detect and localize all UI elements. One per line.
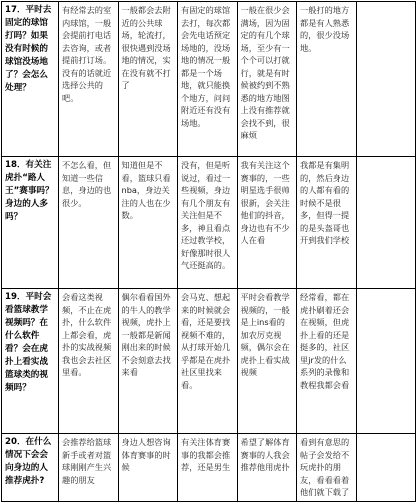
answer-cell: 有关注体育赛事的我都会推荐，还是男生: [178, 434, 238, 502]
answer-cell: 我有关注这个赛事的，一些明星选手很帅很新，会关注他们的抖音，身边也有不少人在看: [237, 157, 297, 289]
table-row: [2, 434, 416, 502]
survey-table: [1, 1, 416, 502]
question-cell: 20．在什么情况下会会向身边的人推荐虎扑?: [2, 434, 59, 502]
answer-cell: 希望了解体育赛事的人我会推荐他用虎扑: [237, 434, 297, 502]
question-cell: 17．平时去固定的球馆打吗？如果没有时候的球馆没场地了？会怎么处理？: [2, 2, 59, 157]
answer-cell: 偶尔看看国外的牛人的教学视频，虎扑上一般都是新闻刚出来的时候不会刻意去找来看: [118, 289, 178, 434]
answer-cell: 不怎么看，但知道一些信息，身边的也很少。: [59, 157, 119, 289]
question-cell: 19．平时会看篮球教学视频吗？在什么软件看？会在虎扑上看实战篮球类的视频吗？: [2, 289, 59, 434]
answer-cell: 我都是有集明的，然后身边的人都有看的时候不是很多，但得一提的是头盔哥也开到我们学校: [297, 157, 357, 289]
answer-cell: 经常看，都在虎扑刷着还会在视频，但虎扑上看的还是挺多的，社区里jr发的什么系列的录像和教程我都会看: [297, 289, 357, 434]
table-row: [2, 157, 416, 289]
answer-cell: [356, 289, 416, 434]
answer-cell: 会看这类视频，不止在虎扑，什么软件上都会看，虎扑的实战视频我也会去社区里看。: [59, 289, 119, 434]
answer-cell: [356, 157, 416, 289]
table-row: [2, 2, 416, 157]
answer-cell: 一般在很少会满场，因为固定的有几个球场，至少有一个个可以打就行，就是有时候被约到不熟悉的地方地图上没有推荐就会找不到，很麻烦: [237, 2, 297, 157]
answer-cell: 看到有意思的帖子会发给不玩虎扑的朋友，看看看着他们就下载了: [297, 434, 357, 502]
answer-cell: 身边人想咨询体育赛事的时候: [118, 434, 178, 502]
answer-cell: 会推荐给篮球新手或者对篮球刚刚产生兴趣的朋友: [59, 434, 119, 502]
answer-cell: 会马克、想起来的时候就会看，还是要找视频不难的，从打球开始几乎都是在虎扑社区里找来看。: [178, 289, 238, 434]
answer-cell: 有固定的球馆去打，每次都会先电话预定场地的，没场地的情况一般都是一个场地，就只能换个地方，问问附近还有没有场地。: [178, 2, 238, 157]
answer-cell: 有经常去的室内球馆，一般会提前打电话去咨询，或者提前打订场。没有的话就近选择公共的吧。: [59, 2, 119, 157]
answer-cell: 平时会看教学视频的，一般是上ins看的加农厉克视频，偶尔会在虎扑上看实战视频: [237, 289, 297, 434]
answer-cell: 没有，但是听说过，看过一些视频，身边有几个朋友有关注但是不多，神且看点还过教学校，好像那时很人气还挺高的。: [178, 157, 238, 289]
answer-cell: 知道但是不看，篮球只看nba，身边关注的人也在少数。: [118, 157, 178, 289]
question-cell: 18．有关注虎扑“路人王”赛事吗？身边的人多吗？: [2, 157, 59, 289]
answer-cell: [356, 434, 416, 502]
answer-cell: 一般打的地方都是有人熟悉的，很少没场地。: [297, 2, 357, 157]
table-row: [2, 289, 416, 434]
answer-cell: [356, 2, 416, 157]
answer-cell: 一般都会去附近的公共球场，轮流打，很快遇到没场地的情况，实在没有就不打了: [118, 2, 178, 157]
